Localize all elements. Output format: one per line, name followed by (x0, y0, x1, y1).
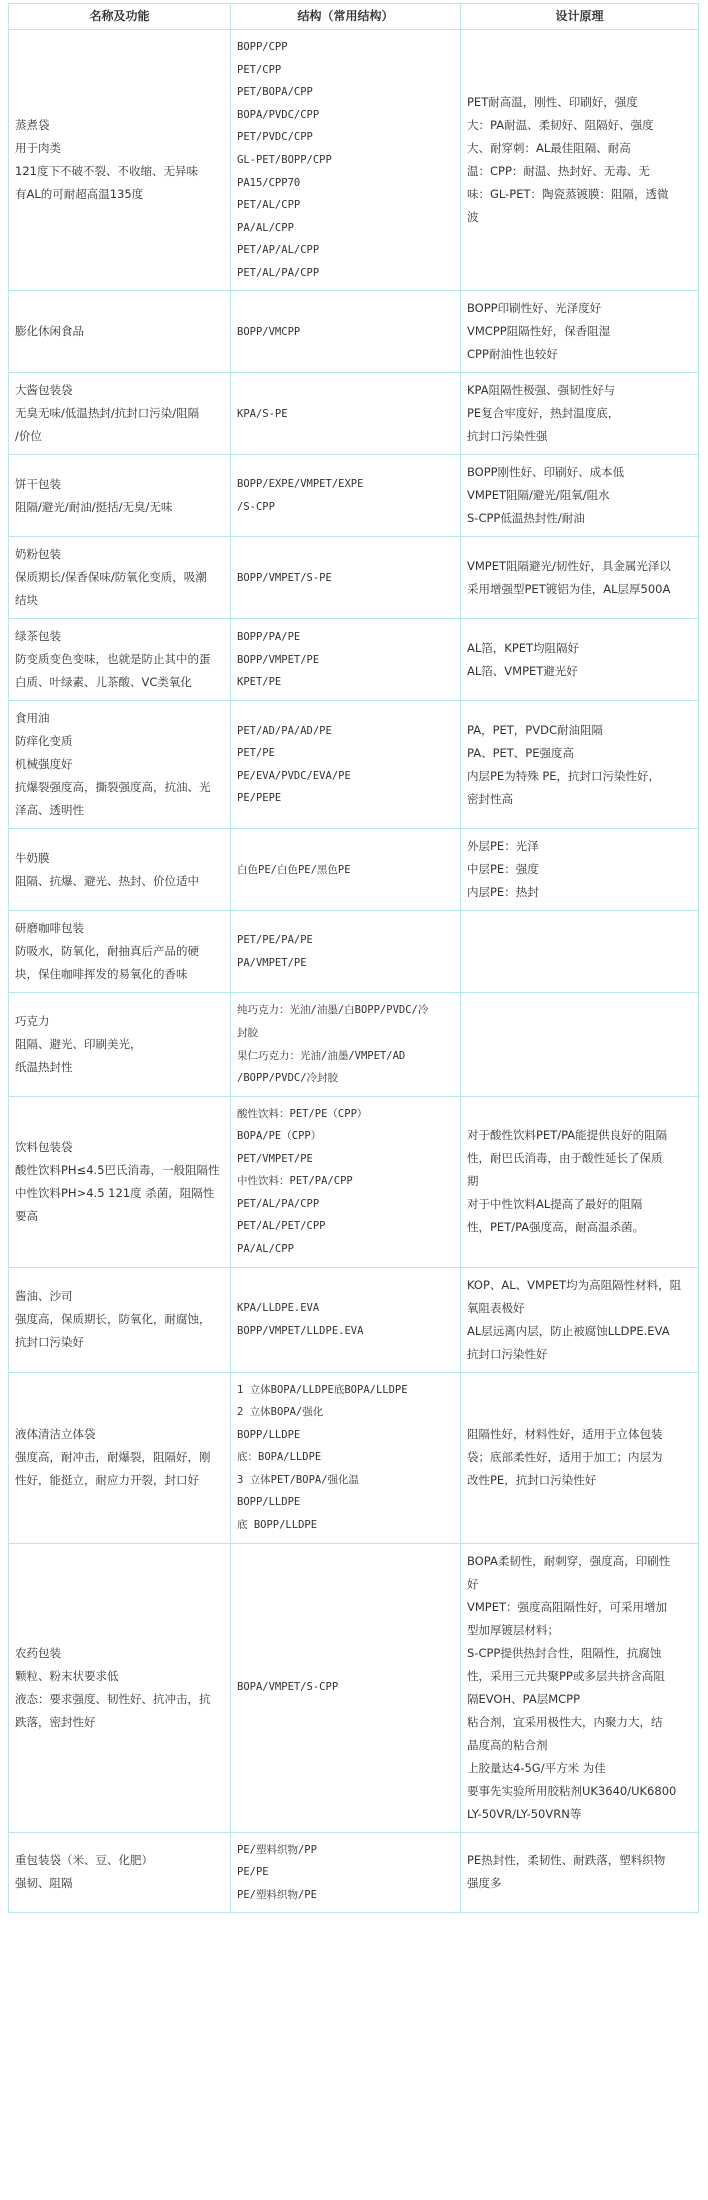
cell-text-line: 味：GL-PET：陶瓷蒸镀膜：阻隔，透微 (467, 187, 669, 202)
cell-text-line: 改性PE，抗封口污染性好 (467, 1473, 597, 1488)
cell-text-line: PET/PE (237, 747, 275, 760)
cell-text-line: 防变质变色变味，也就是防止其中的蛋 (15, 652, 211, 667)
table-row (9, 1372, 699, 1543)
cell-design-principle (461, 1372, 699, 1543)
cell-text-line: PA，PET，PVDC耐油阻隔 (467, 722, 603, 737)
cell-text-line: PE/PEPE (237, 792, 282, 805)
table-row (9, 701, 699, 829)
table-row (9, 619, 699, 701)
cell-text-line: VMPET：强度高阻隔性好，可采用增加 (467, 1599, 668, 1614)
cell-text-line: 性，PET/PA强度高，耐高温杀菌。 (467, 1220, 645, 1235)
cell-text-line: 外层PE：光泽 (467, 839, 539, 854)
cell-text-line: 机械强度好 (15, 757, 73, 772)
table-row (9, 911, 699, 993)
cell-design-principle (461, 455, 699, 537)
cell-design-principle (461, 1543, 699, 1832)
cell-text-line: 饮料包装袋 (15, 1139, 73, 1154)
cell-text-line: 防吸水，防氧化，耐抽真后产品的硬 (15, 944, 199, 959)
cell-text-line: BOPP刚性好、印刷好、成本低 (467, 465, 625, 480)
cell-structure (231, 1832, 461, 1913)
cell-name-function (9, 1267, 231, 1372)
cell-design-principle (461, 291, 699, 373)
cell-text-line: BOPA/VMPET/S-CPP (237, 1681, 339, 1694)
cell-text-line: 食用油 (15, 711, 50, 726)
cell-text-line: 隔EVOH、PA层MCPP (467, 1691, 581, 1706)
cell-text-line: 阻隔/避光/耐油/挺括/无臭/无味 (15, 499, 173, 514)
cell-text-line: BOPA柔韧性，耐刺穿，强度高，印刷性 (467, 1553, 671, 1568)
cell-text-line: BOPP/VMPET/PE (237, 653, 320, 666)
cell-design-principle (461, 829, 699, 911)
cell-text-line: 上胶量达4-5G/平方米 为佳 (467, 1760, 606, 1775)
cell-text-line: PET/AD/PA/AD/PE (237, 724, 332, 737)
cell-name-function (9, 993, 231, 1096)
cell-structure (231, 537, 461, 619)
cell-text-line: 强度高，保质期长，防氧化，耐腐蚀， (15, 1312, 211, 1327)
table-row (9, 291, 699, 373)
cell-text-line: PET/PVDC/CPP (237, 131, 313, 144)
cell-text-line: 阻隔、抗爆、避光、热封、价位适中 (15, 873, 199, 888)
cell-text-line: 强度多 (467, 1876, 502, 1891)
cell-text-line: 蒸煮袋 (15, 118, 50, 133)
cell-text-line: CPP耐油性也较好 (467, 347, 558, 362)
table-row (9, 993, 699, 1096)
cell-text-line: 农药包装 (15, 1645, 61, 1660)
cell-text-line: 无臭无味/低温热封/抗封口污染/阻隔 (15, 406, 200, 421)
cell-text-line: PET/AL/PA/CPP (237, 1197, 320, 1210)
cell-text-line: PE/塑料织物/PE (237, 1888, 317, 1901)
cell-text-line: BOPP/CPP (237, 41, 288, 54)
cell-text-line: 结块 (15, 593, 38, 608)
cell-text-line: 保质期长/保香保味/防氧化变质，吸潮 (15, 570, 207, 585)
cell-text-line: 大：PA耐温、柔韧好、阻隔好、强度 (467, 118, 654, 133)
table-row (9, 373, 699, 455)
cell-structure (231, 1372, 461, 1543)
cell-structure (231, 993, 461, 1096)
cell-text-line: 研磨咖啡包装 (15, 921, 84, 936)
cell-text-line: 果仁巧克力：光油/油墨/VMPET/AD (237, 1049, 406, 1062)
cell-text-line: 阻隔、避光、印刷美光， (15, 1037, 142, 1051)
cell-text-line: PA/AL/CPP (237, 1243, 294, 1255)
cell-text-line: PET/BOPA/CPP (237, 86, 313, 99)
cell-text-line: 性，采用三元共聚PP或多层共挤含高阻 (467, 1668, 665, 1683)
cell-text-line: BOPP/VMPET/LLDPE.EVA (237, 1324, 364, 1337)
cell-design-principle (461, 1267, 699, 1372)
cell-text-line: 强韧、阻隔 (15, 1876, 73, 1891)
cell-text-line: /BOPP/PVDC/冷封胶 (237, 1072, 339, 1085)
cell-name-function (9, 1096, 231, 1267)
cell-text-line: 用于肉类 (15, 141, 61, 156)
cell-text-line: 氧阻表极好 (467, 1300, 525, 1315)
cell-text-line: AL箔，KPET均阻隔好 (467, 640, 580, 655)
cell-text-line: 内层PE：热封 (467, 885, 539, 900)
cell-text-line: 1 立体BOPA/LLDPE底BOPA/LLDPE (237, 1383, 408, 1396)
cell-text-line: KOP、AL、VMPET均为高阻隔性材料，阻 (467, 1277, 682, 1292)
cell-text-line: 抗爆裂强度高，撕裂强度高，抗油、光 (15, 780, 211, 795)
cell-text-line: S-CPP提供热封合性，阻隔性，抗腐蚀 (467, 1645, 662, 1660)
table-row (9, 30, 699, 291)
cell-text-line: BOPP/LLDPE (237, 1428, 301, 1441)
cell-text-line: 巧克力 (15, 1014, 50, 1028)
cell-name-function (9, 1832, 231, 1913)
cell-text-line: BOPP/VMPET/S-PE (237, 571, 332, 584)
cell-text-line: KPA/S-PE (237, 407, 288, 420)
cell-design-principle (461, 619, 699, 701)
cell-text-line: /S-CPP (237, 500, 275, 513)
cell-text-line: 强度高，耐冲击，耐爆裂，阻隔好，刚 (15, 1450, 211, 1465)
cell-name-function (9, 455, 231, 537)
cell-structure (231, 701, 461, 829)
table-row (9, 1832, 699, 1913)
cell-text-line: 性好，能挺立，耐应力开裂，封口好 (15, 1473, 199, 1488)
cell-text-line: 奶粉包装 (15, 547, 61, 562)
cell-text-line: 密封性高 (467, 791, 513, 806)
cell-text-line: 中性饮料：PET/PA/CPP (237, 1175, 353, 1188)
table-row (9, 537, 699, 619)
header-structure: 结构（常用结构） (231, 4, 461, 30)
cell-text-line: 袋；底部柔性好，适用于加工；内层为 (467, 1450, 663, 1465)
cell-structure (231, 911, 461, 993)
table-row (9, 455, 699, 537)
cell-text-line: 膨化休闲食品 (15, 324, 84, 339)
cell-structure (231, 30, 461, 291)
cell-text-line: BOPP/LLDPE (237, 1496, 301, 1509)
cell-text-line: BOPP/EXPE/VMPET/EXPE (237, 478, 364, 491)
cell-text-line: VMCPP阻隔性好，保香阻湿 (467, 324, 611, 339)
cell-text-line: 121度下不破不裂、不收缩、无异味 (15, 164, 198, 179)
table-row (9, 1543, 699, 1832)
cell-text-line: 酸性饮料PH≤4.5巴氏消毒，一般阻隔性 (15, 1162, 220, 1177)
cell-text-line: 大、耐穿刺：AL最佳阻隔、耐高 (467, 141, 631, 156)
cell-text-line: PET/AL/PA/CPP (237, 266, 320, 279)
cell-design-principle (461, 993, 699, 1096)
cell-text-line: 酸性饮料：PET/PE（CPP） (237, 1107, 368, 1120)
cell-design-principle (461, 537, 699, 619)
table-row (9, 1096, 699, 1267)
cell-text-line: 有AL的可耐超高温135度 (15, 187, 144, 202)
cell-text-line: PET/CPP (237, 63, 282, 76)
cell-text-line: GL-PET/BOPP/CPP (237, 154, 332, 166)
cell-text-line: VMPET阻隔/避光/阻氧/阻水 (467, 488, 610, 503)
cell-text-line: 3 立体PET/BOPA/强化温 (237, 1473, 360, 1486)
cell-text-line: 酱油、沙司 (15, 1289, 73, 1304)
cell-design-principle (461, 701, 699, 829)
cell-text-line: 液态：要求强度、韧性好、抗冲击，抗 (15, 1691, 211, 1706)
cell-name-function (9, 1372, 231, 1543)
cell-structure (231, 373, 461, 455)
cell-design-principle (461, 1832, 699, 1913)
cell-text-line: 粘合剂，宜采用极性大，内聚力大，结 (467, 1714, 663, 1729)
cell-text-line: BOPP/PA/PE (237, 631, 301, 644)
cell-text-line: 纯巧克力：光油/油墨/白BOPP/PVDC/冷 (237, 1004, 429, 1017)
table-body (9, 30, 699, 1913)
cell-text-line: 要高 (15, 1208, 38, 1223)
cell-text-line: VMPET阻隔避光/韧性好，具金属光泽以 (467, 558, 671, 573)
cell-text-line: 底：BOPA/LLDPE (237, 1451, 322, 1464)
cell-text-line: PE/PE (237, 1866, 269, 1879)
cell-text-line: PA、PET、PE强度高 (467, 745, 574, 760)
cell-text-line: PET/AL/PET/CPP (237, 1220, 326, 1233)
cell-text-line: PE复合牢度好，热封温度底， (467, 406, 620, 421)
cell-name-function (9, 30, 231, 291)
cell-text-line: KPET/PE (237, 676, 282, 689)
cell-structure (231, 1096, 461, 1267)
cell-text-line: 波 (467, 210, 479, 225)
cell-text-line: PA15/CPP70 (237, 176, 301, 189)
cell-structure (231, 291, 461, 373)
cell-name-function (9, 537, 231, 619)
cell-text-line: 大酱包装袋 (15, 383, 73, 398)
cell-text-line: AL层远离内层，防止被腐蚀LLDPE.EVA (467, 1323, 670, 1338)
cell-design-principle (461, 911, 699, 993)
cell-text-line: PE/EVA/PVDC/EVA/PE (237, 769, 351, 782)
packaging-structure-table (8, 3, 699, 1913)
cell-text-line: /价位 (15, 429, 42, 444)
cell-structure (231, 455, 461, 537)
cell-design-principle (461, 30, 699, 291)
cell-text-line: KPA/LLDPE.EVA (237, 1302, 320, 1314)
cell-text-line: PET/PE/PA/PE (237, 934, 313, 947)
cell-text-line: KPA阻隔性极强、强韧性好与 (467, 383, 616, 398)
cell-text-line: 抗封口污染性好 (467, 1346, 548, 1361)
cell-text-line: 采用增强型PET镀铝为佳，AL层厚500A (467, 581, 671, 596)
cell-text-line: BOPA/PE（CPP） (237, 1130, 322, 1143)
cell-design-principle (461, 1096, 699, 1267)
cell-text-line: BOPP/VMCPP (237, 325, 301, 338)
cell-text-line: 纸温热封性 (15, 1060, 73, 1074)
cell-text-line: 对于中性饮料AL提高了最好的阻隔 (467, 1197, 643, 1212)
table-row (9, 1267, 699, 1372)
cell-text-line: 性，耐巴氏消毒，由于酸性延长了保质 (467, 1151, 663, 1166)
cell-text-line: 白质、叶绿素、儿茶酸、VC类氧化 (15, 675, 192, 690)
cell-text-line: PET/VMPET/PE (237, 1152, 313, 1165)
cell-text-line: 牛奶膜 (15, 850, 50, 865)
cell-text-line: 抗封口污染好 (15, 1335, 84, 1350)
cell-text-line: 阻隔性好，材料性好，适用于立体包装 (467, 1427, 663, 1442)
cell-text-line: 液体清洁立体袋 (15, 1427, 96, 1442)
cell-text-line: 底 BOPP/LLDPE (237, 1518, 318, 1531)
cell-text-line: LY-50VR/LY-50VRN等 (467, 1806, 582, 1821)
cell-name-function (9, 373, 231, 455)
cell-text-line: 防痒化变质 (15, 734, 73, 749)
header-design-principle: 设计原理 (461, 4, 699, 30)
cell-name-function (9, 911, 231, 993)
cell-text-line: 封胶 (237, 1026, 258, 1039)
cell-text-line: 期 (467, 1174, 479, 1189)
cell-text-line: 对于酸性饮料PET/PA能提供良好的阻隔 (467, 1128, 668, 1143)
header-name-function: 名称及功能 (9, 4, 231, 30)
cell-text-line: PET耐高温，刚性、印刷好，强度 (467, 95, 638, 110)
table-row (9, 829, 699, 911)
cell-text-line: 中层PE：强度 (467, 862, 539, 877)
cell-text-line: PET/AL/CPP (237, 199, 301, 212)
cell-structure (231, 829, 461, 911)
cell-text-line: 2 立体BOPA/强化 (237, 1406, 324, 1419)
cell-text-line: 好 (467, 1576, 479, 1591)
cell-design-principle (461, 373, 699, 455)
cell-text-line: PE热封性，柔韧性、耐跌落，塑料织物 (467, 1853, 666, 1868)
cell-text-line: 跌落，密封性好 (15, 1714, 96, 1729)
cell-text-line: 泽高、透明性 (15, 803, 84, 818)
cell-text-line: 内层PE为特殊 PE，抗封口污染性好， (467, 768, 661, 783)
cell-text-line: 颗粒、粉末状要求低 (15, 1668, 119, 1683)
cell-text-line: 要事先实验所用胶粘剂UK3640/UK6800 (467, 1783, 677, 1798)
cell-text-line: PA/AL/CPP (237, 221, 294, 234)
cell-text-line: 饼干包装 (15, 476, 61, 491)
cell-text-line: 绿茶包装 (15, 629, 61, 644)
cell-text-line: AL箔、VMPET避光好 (467, 663, 578, 678)
cell-name-function (9, 829, 231, 911)
cell-name-function (9, 701, 231, 829)
cell-text-line: 型加厚镀层材料； (467, 1622, 559, 1637)
cell-structure (231, 1543, 461, 1832)
cell-text-line: PET/AP/AL/CPP (237, 244, 320, 257)
header-row (9, 4, 699, 30)
cell-text-line: BOPA/PVDC/CPP (237, 108, 320, 121)
cell-structure (231, 1267, 461, 1372)
cell-text-line: BOPP印刷性好、光泽度好 (467, 301, 602, 316)
cell-text-line: 温：CPP：耐温、热封好、无毒、无 (467, 164, 650, 179)
cell-text-line: 块，保住咖啡挥发的易氧化的香味 (15, 967, 188, 982)
cell-text-line: 中性饮料PH>4.5 121度 杀菌，阻隔性 (15, 1185, 215, 1200)
cell-name-function (9, 1543, 231, 1832)
cell-text-line: S-CPP低温热封性/耐油 (467, 511, 585, 526)
cell-name-function (9, 291, 231, 373)
cell-text-line: 晶度高的粘合剂 (467, 1737, 548, 1752)
cell-name-function (9, 619, 231, 701)
cell-text-line: PA/VMPET/PE (237, 956, 307, 969)
cell-text-line: 重包装袋（米、豆、化肥） (15, 1853, 153, 1868)
cell-structure (231, 619, 461, 701)
cell-text-line: PE/塑料织物/PP (237, 1843, 317, 1856)
cell-text-line: 白色PE/白色PE/黑色PE (237, 863, 351, 876)
cell-text-line: 抗封口污染性强 (467, 429, 548, 444)
